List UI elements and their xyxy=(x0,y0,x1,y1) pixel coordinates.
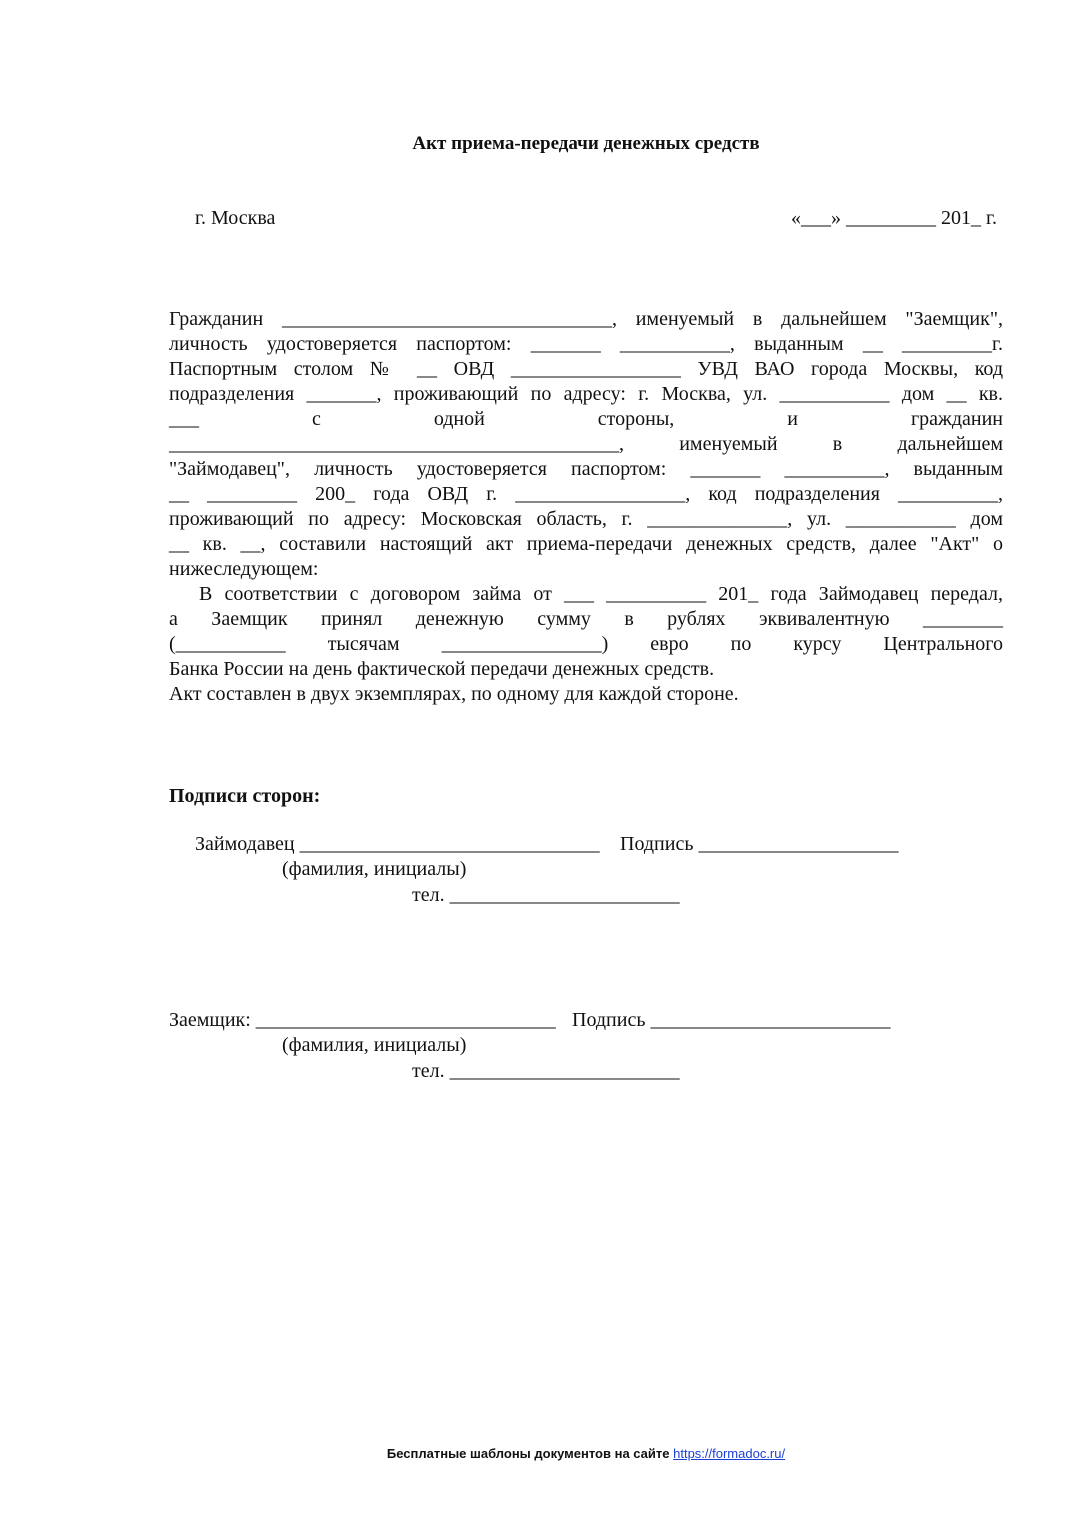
body-line: подразделения _______, проживающий по адресу: г. Москва, ул. ___________ дом __ кв. xyxy=(169,383,1003,405)
borrower-phone-field: тел. _______________________ xyxy=(412,1060,680,1082)
signatures-heading: Подписи сторон: xyxy=(169,785,321,807)
footer xyxy=(0,1446,1080,1461)
footer-link[interactable]: https://formadoc.ru/ xyxy=(673,1446,786,1461)
body-line: __ _________ 200_ года ОВД г. _________________, код подразделения __________, xyxy=(169,483,1003,505)
document-body xyxy=(169,307,1003,707)
body-line: Банка России на день фактической передачи денежных средств. xyxy=(169,658,715,680)
body-line: нижеследующем: xyxy=(169,558,319,580)
lender-name-field: Займодавец ______________________________ xyxy=(195,833,600,855)
body-line: _____________________________________________, именуемый в дальнейшем xyxy=(169,433,1003,455)
borrower-signature-field: Подпись ________________________ xyxy=(572,1009,891,1031)
borrower-name-hint: (фамилия, инициалы) xyxy=(282,1034,467,1056)
body-line: (___________ тысячам ________________) евро по курсу Центрального xyxy=(169,633,1003,655)
lender-name-hint: (фамилия, инициалы) xyxy=(282,858,467,880)
body-line: ___ с одной стороны, и гражданин xyxy=(169,408,1003,430)
body-line: Гражданин _________________________________, именуемый в дальнейшем "Заемщик", xyxy=(169,308,1003,330)
body-line: Паспортным столом № __ ОВД _________________ УВД ВАО города Москвы, код xyxy=(169,358,1003,380)
body-line: "Займодавец", личность удостоверяется паспортом: _______ __________, выданным xyxy=(169,458,1003,480)
lender-signature-field: Подпись ____________________ xyxy=(620,833,899,855)
lender-phone-field: тел. _______________________ xyxy=(412,884,680,906)
body-line: а Заемщик принял денежную сумму в рублях эквивалентную ________ xyxy=(169,608,1003,630)
body-line: личность удостоверяется паспортом: _______ ___________, выданным __ _________г. xyxy=(169,333,1003,355)
body-line: Акт составлен в двух экземплярах, по одному для каждой стороне. xyxy=(169,683,739,705)
body-line: __ кв. __, составили настоящий акт приема-передачи денежных средств, далее "Акт" о xyxy=(169,533,1003,555)
document-city: г. Москва xyxy=(195,207,276,229)
document-date: «___» _________ 201_ г. xyxy=(791,207,997,229)
document-title: Акт приема-передачи денежных средств xyxy=(412,133,760,154)
body-line: В соответствии с договором займа от ___ __________ 201_ года Займодавец передал, xyxy=(199,583,1003,605)
footer-text: Бесплатные шаблоны документов на сайте xyxy=(386,1446,674,1461)
borrower-name-field: Заемщик: ______________________________ xyxy=(169,1009,556,1031)
body-line: проживающий по адресу: Московская область, г. ______________, ул. ___________ дом xyxy=(169,508,1003,530)
